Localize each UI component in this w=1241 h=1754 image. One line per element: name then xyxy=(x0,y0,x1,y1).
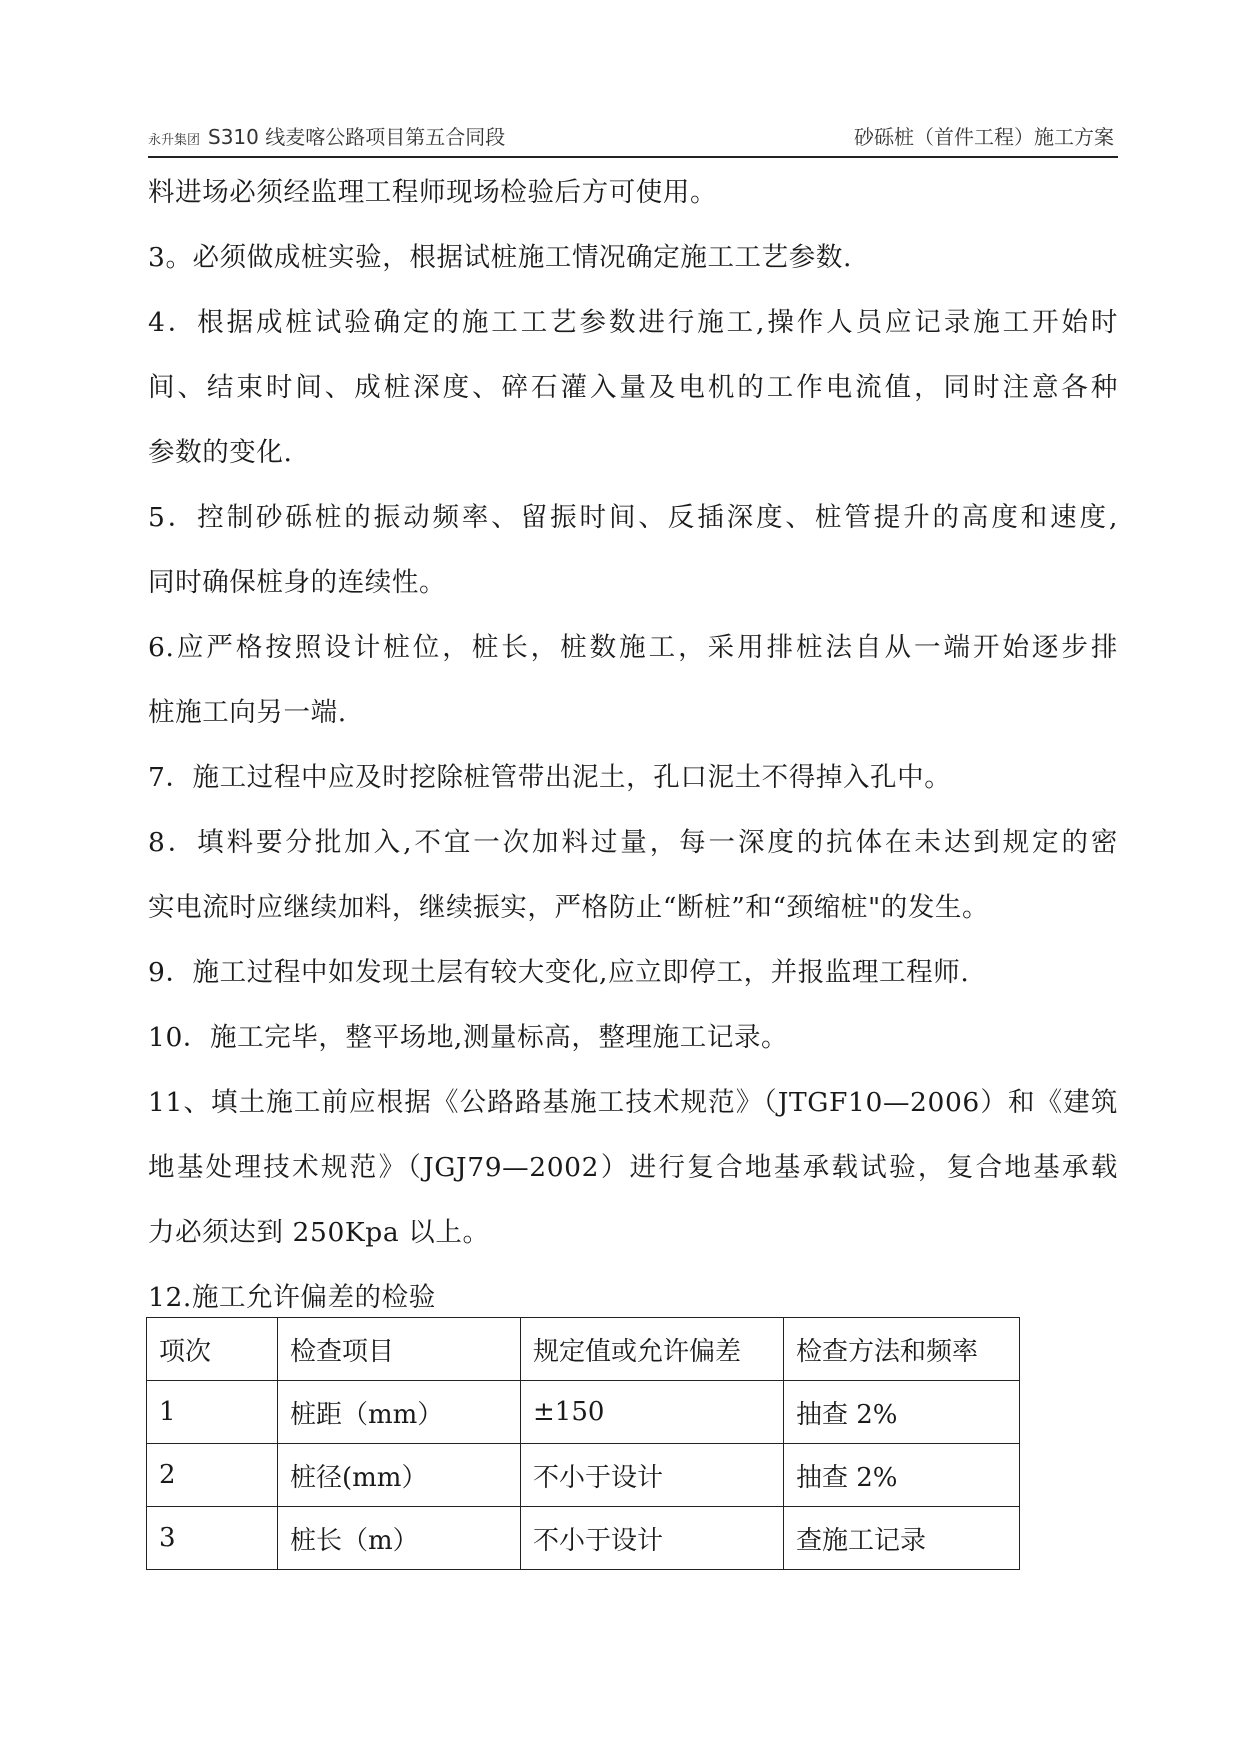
table-cell: 桩长（m） xyxy=(278,1507,521,1570)
header-doc-title: 砂砾桩（首件工程）施工方案 xyxy=(854,125,1114,149)
table-cell: 不小于设计 xyxy=(521,1444,784,1507)
tolerance-table xyxy=(146,1317,1020,1570)
text-line: 实电流时应继续加料，继续振实，严格防止“断桩”和“颈缩桩"的发生。 xyxy=(148,892,990,923)
table-cell: 桩距（mm） xyxy=(278,1381,521,1444)
table-cell: 查施工记录 xyxy=(784,1507,1020,1570)
page-header xyxy=(148,120,1118,158)
table-cell: ±150 xyxy=(521,1381,784,1444)
text-line: 桩施工向另一端. xyxy=(148,697,347,728)
table-cell: 1 xyxy=(147,1381,278,1444)
text-line: 10．施工完毕，整平场地,测量标高，整理施工记录。 xyxy=(148,1022,789,1053)
header-project: S310 线麦喀公路项目第五合同段 xyxy=(208,125,506,149)
text-line: 3。必须做成桩实验，根据试桩施工情况确定施工工艺参数. xyxy=(148,242,852,273)
table-cell: 抽查 2% xyxy=(784,1444,1020,1507)
text-line: 8．填料要分批加入,不宜一次加料过量，每一深度的抗体在未达到规定的密 xyxy=(148,827,1118,858)
header-company: 永升集团 xyxy=(148,133,201,148)
document-body xyxy=(148,160,1118,1330)
table-header-cell: 规定值或允许偏差 xyxy=(521,1318,784,1381)
table-cell: 桩径(mm） xyxy=(278,1444,521,1507)
text-line: 9．施工过程中如发现土层有较大变化,应立即停工，并报监理工程师. xyxy=(148,957,970,988)
text-line: 12.施工允许偏差的检验 xyxy=(148,1282,436,1313)
text-line: 4．根据成桩试验确定的施工工艺参数进行施工,操作人员应记录施工开始时 xyxy=(148,307,1118,338)
table-row xyxy=(147,1507,1020,1570)
text-line: 同时确保桩身的连续性。 xyxy=(148,567,447,598)
text-line: 力必须达到 250Kpa 以上。 xyxy=(148,1217,490,1248)
table-header-cell: 检查项目 xyxy=(278,1318,521,1381)
table-row xyxy=(147,1381,1020,1444)
text-line: 7．施工过程中应及时挖除桩管带出泥土，孔口泥土不得掉入孔中。 xyxy=(148,762,952,793)
table-row xyxy=(147,1444,1020,1507)
table-header-cell: 项次 xyxy=(147,1318,278,1381)
text-line: 料进场必须经监理工程师现场检验后方可使用。 xyxy=(148,177,718,208)
table-cell: 2 xyxy=(147,1444,278,1507)
table-cell: 3 xyxy=(147,1507,278,1570)
text-line: 地基处理技术规范》（JGJ79—2002）进行复合地基承载试验，复合地基承载 xyxy=(148,1152,1118,1183)
text-line: 间、结束时间、成桩深度、碎石灌入量及电机的工作电流值，同时注意各种 xyxy=(148,372,1118,403)
text-line: 6.应严格按照设计桩位，桩长，桩数施工，采用排桩法自从一端开始逐步排 xyxy=(148,632,1118,663)
table-header-row xyxy=(147,1318,1020,1381)
table-header-cell: 检查方法和频率 xyxy=(784,1318,1020,1381)
table-cell: 抽查 2% xyxy=(784,1381,1020,1444)
table-cell: 不小于设计 xyxy=(521,1507,784,1570)
text-line: 参数的变化. xyxy=(148,437,293,468)
header-left xyxy=(148,121,505,150)
text-line: 5．控制砂砾桩的振动频率、留振时间、反插深度、桩管提升的高度和速度, xyxy=(148,502,1118,533)
text-line: 11、填土施工前应根据《公路路基施工技术规范》（JTGF10—2006）和《建筑 xyxy=(148,1087,1118,1118)
